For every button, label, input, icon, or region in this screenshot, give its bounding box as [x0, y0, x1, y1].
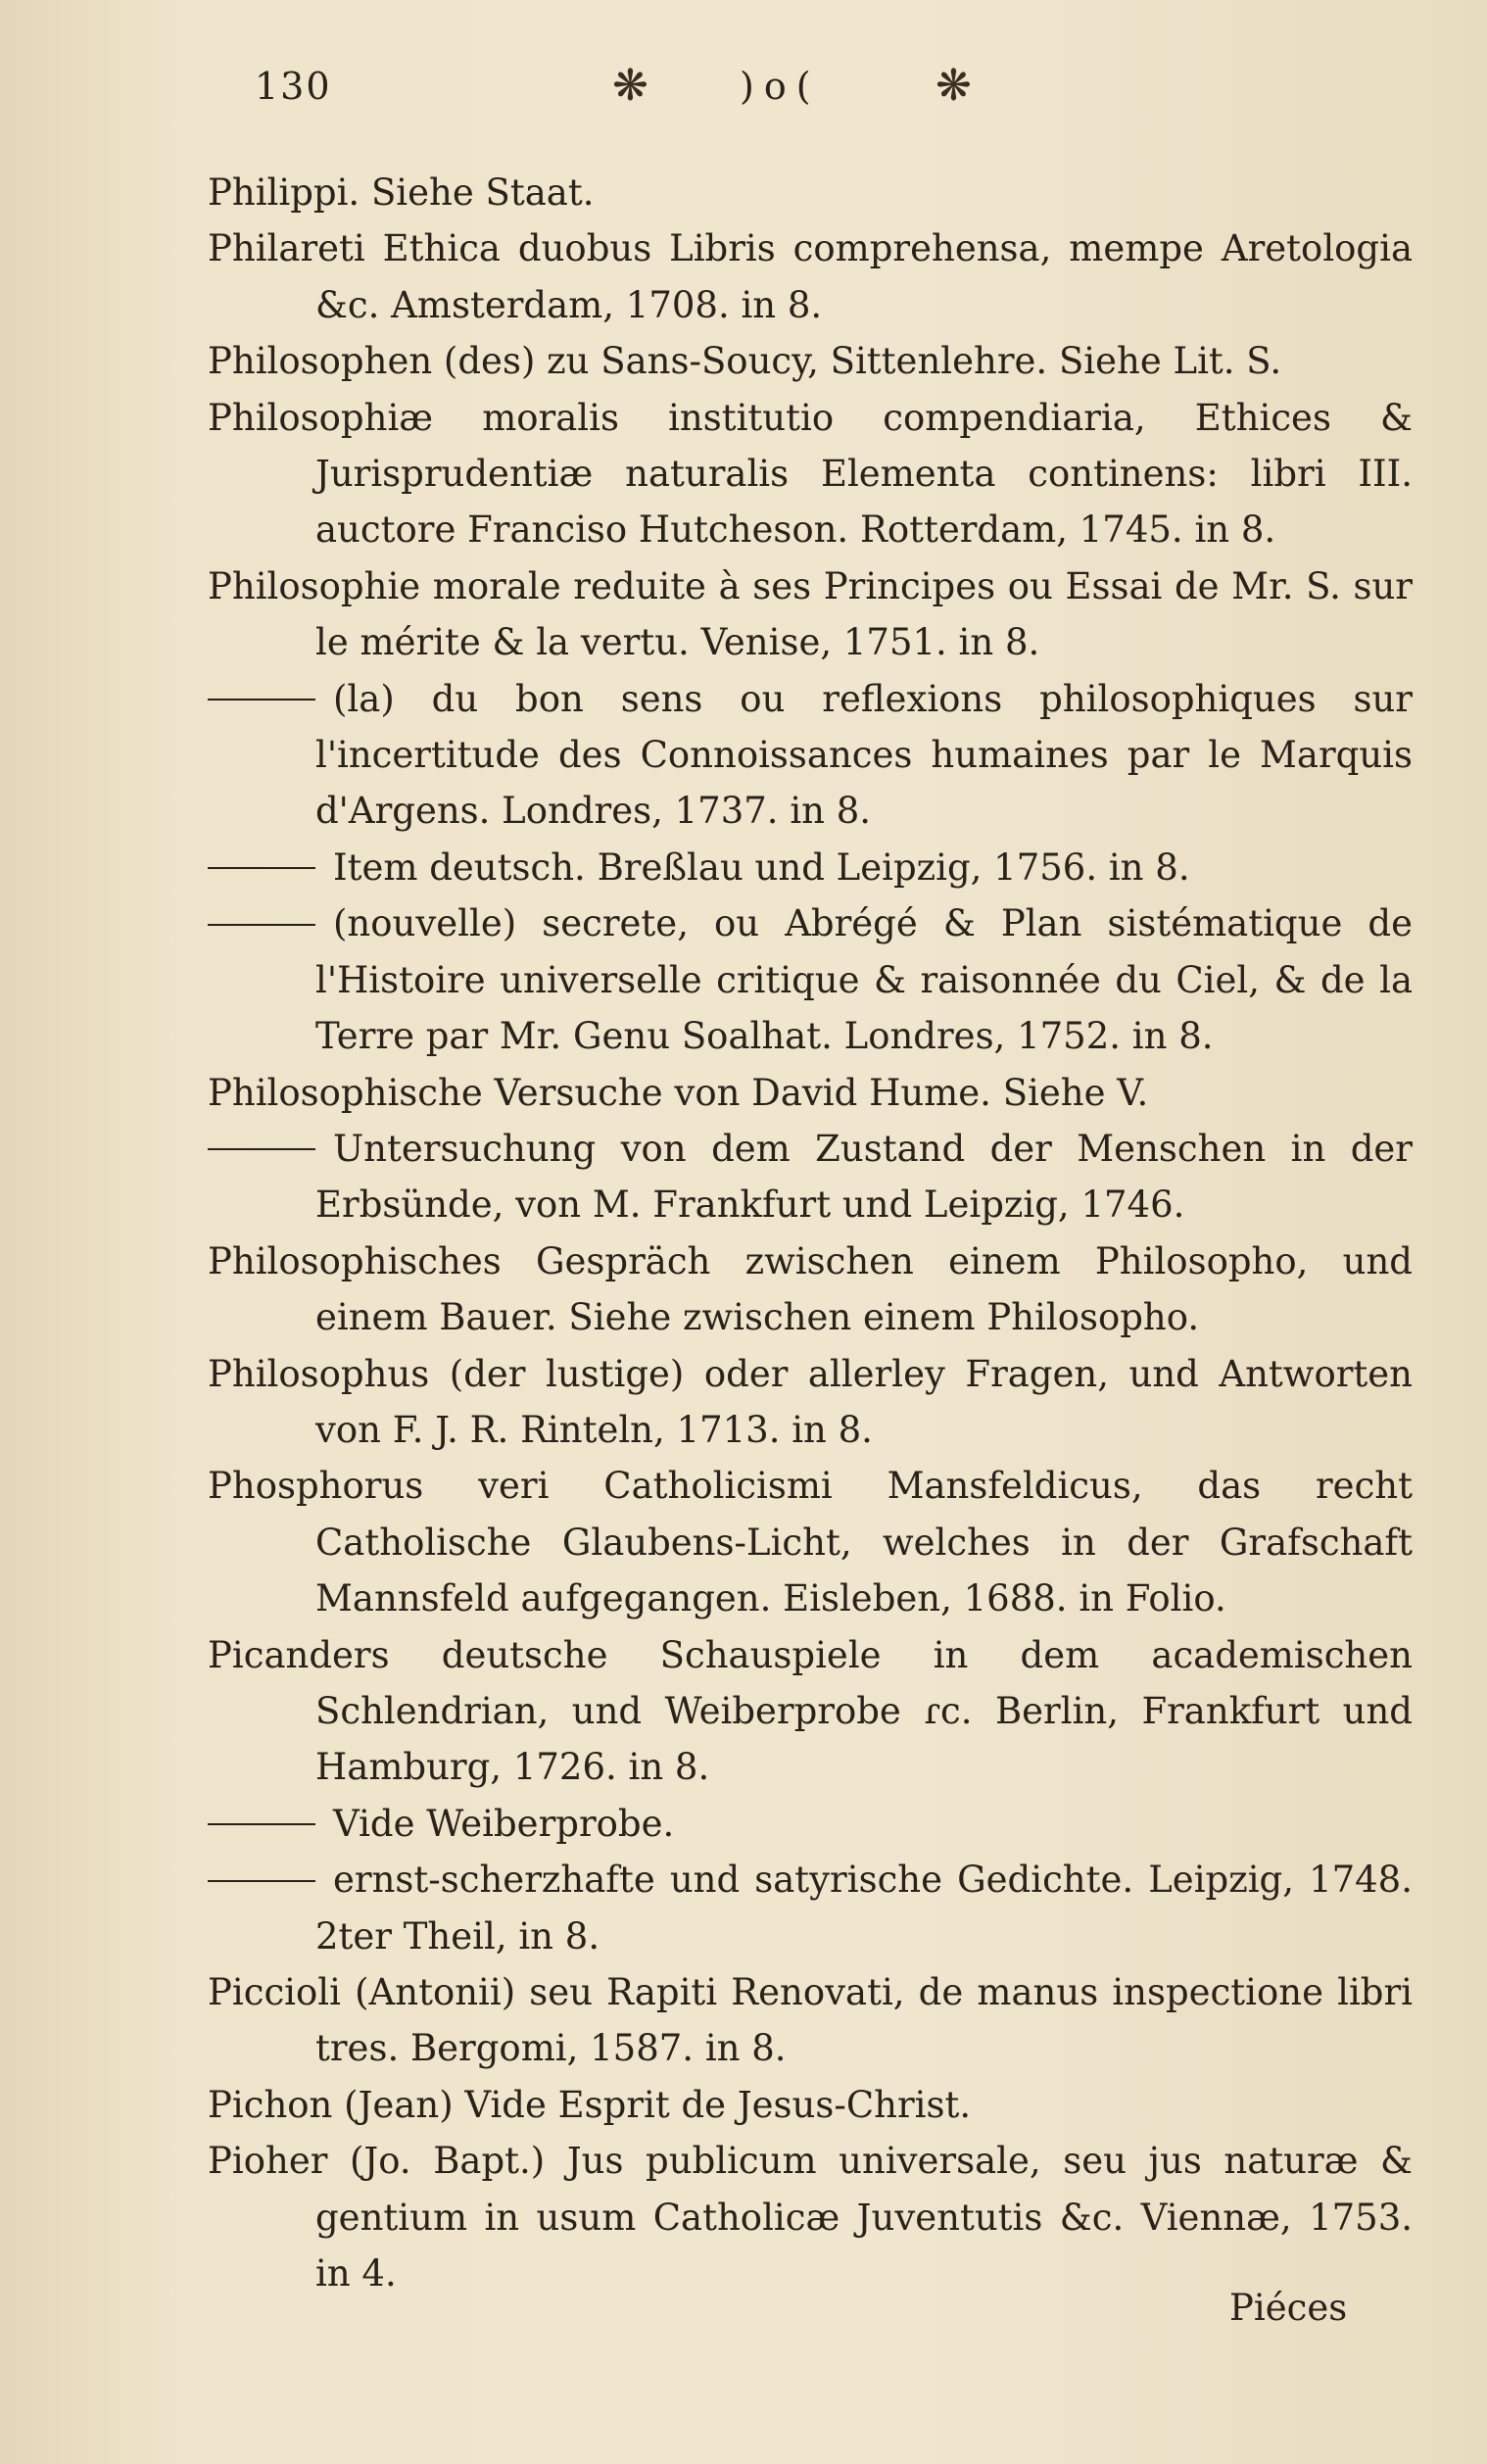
catalogue-entries	[208, 165, 1413, 2301]
page-number: 130	[255, 65, 332, 108]
ditto-dash	[208, 1823, 315, 1825]
catalogue-entry-continued: ernst-scherzhafte und satyrische Gedichte. Leipzig, 1748. 2ter Theil, in 8.	[208, 1852, 1413, 1964]
catalogue-entry: Philippi. Siehe Staat.	[208, 171, 595, 214]
catalogue-entry: Pioher (Jo. Bapt.) Jus publicum universale, seu jus naturæ & gentium in usum Catholicæ Juventutis &c. Viennæ, 1753. in 4.	[208, 2140, 1413, 2295]
catalogue-entry: Philosophie morale reduite à ses Principes ou Essai de Mr. S. sur le mérite & la vertu. Venise, 1751. in 8.	[208, 564, 1413, 664]
catalogue-entry-continued: Vide Weiberprobe.	[208, 1796, 1413, 1852]
catalogue-entry: Piccioli (Antonii) seu Rapiti Renovati, de manus inspectione libri tres. Bergomi, 1587. in 8.	[208, 1971, 1413, 2070]
catalogue-entry: Philosophiæ moralis institutio compendiaria, Ethices & Jurisprudentiæ naturalis Elementa continens: libri III. auctore Franciso Hutcheson. Rotterdam, 1745. in 8.	[208, 396, 1413, 552]
catalogue-entry: Philosophen (des) zu Sans-Soucy, Sittenlehre. Siehe Lit. S.	[208, 340, 1282, 383]
ditto-dash	[208, 699, 315, 701]
catalogue-entry: Pichon (Jean) Vide Esprit de Jesus-Christ.	[208, 2083, 972, 2126]
ditto-dash	[208, 924, 315, 926]
ditto-dash	[208, 867, 315, 869]
running-header	[206, 61, 1087, 123]
ornament-left-icon: ❋	[612, 61, 648, 111]
catalogue-entry-continued: (nouvelle) secrete, ou Abrégé & Plan sistématique de l'Histoire universelle critique & raisonnée du Ciel, & de la Terre par Mr. Genu Soalhat. Londres, 1752. in 8.	[208, 895, 1413, 1064]
catalogue-entry-continued: Item deutsch. Breßlau und Leipzig, 1756. in 8.	[208, 840, 1413, 895]
catalogue-entry: Philosophus (der lustige) oder allerley Fragen, und Antworten von F. J. R. Rinteln, 1713. in 8.	[208, 1352, 1413, 1451]
catalogue-entry-continued: Untersuchung von dem Zustand der Menschen in der Erbsünde, von M. Frankfurt und Leipzig, 1746.	[208, 1121, 1413, 1233]
header-center-mark: )o(	[740, 65, 821, 108]
catchword: Piéces	[1229, 2287, 1348, 2329]
catalogue-entry: Philosophische Versuche von David Hume. Siehe V.	[208, 1071, 1149, 1114]
catalogue-entry: Philareti Ethica duobus Libris comprehensa, mempe Aretologia &c. Amsterdam, 1708. in 8.	[208, 227, 1413, 326]
catalogue-entry: Phosphorus veri Catholicismi Mansfeldicus, das recht Catholische Glaubens-Licht, welches in der Grafschaft Mannsfeld aufgegangen. Eisleben, 1688. in Folio.	[208, 1465, 1413, 1620]
catalogue-entry: Picanders deutsche Schauspiele in dem academischen Schlendrian, und Weiberprobe ɾc. Berlin, Frankfurt und Hamburg, 1726. in 8.	[208, 1633, 1413, 1789]
catalogue-entry-continued: (la) du bon sens ou reflexions philosophiques sur l'incertitude des Connoissances humaines par le Marquis d'Argens. Londres, 1737. in 8.	[208, 671, 1413, 840]
ditto-dash	[208, 1880, 315, 1882]
ornament-right-icon: ❋	[935, 61, 972, 111]
catalogue-entry: Philosophisches Gespräch zwischen einem Philosopho, und einem Bauer. Siehe zwischen einem Philosopho.	[208, 1239, 1413, 1339]
ditto-dash	[208, 1148, 315, 1150]
